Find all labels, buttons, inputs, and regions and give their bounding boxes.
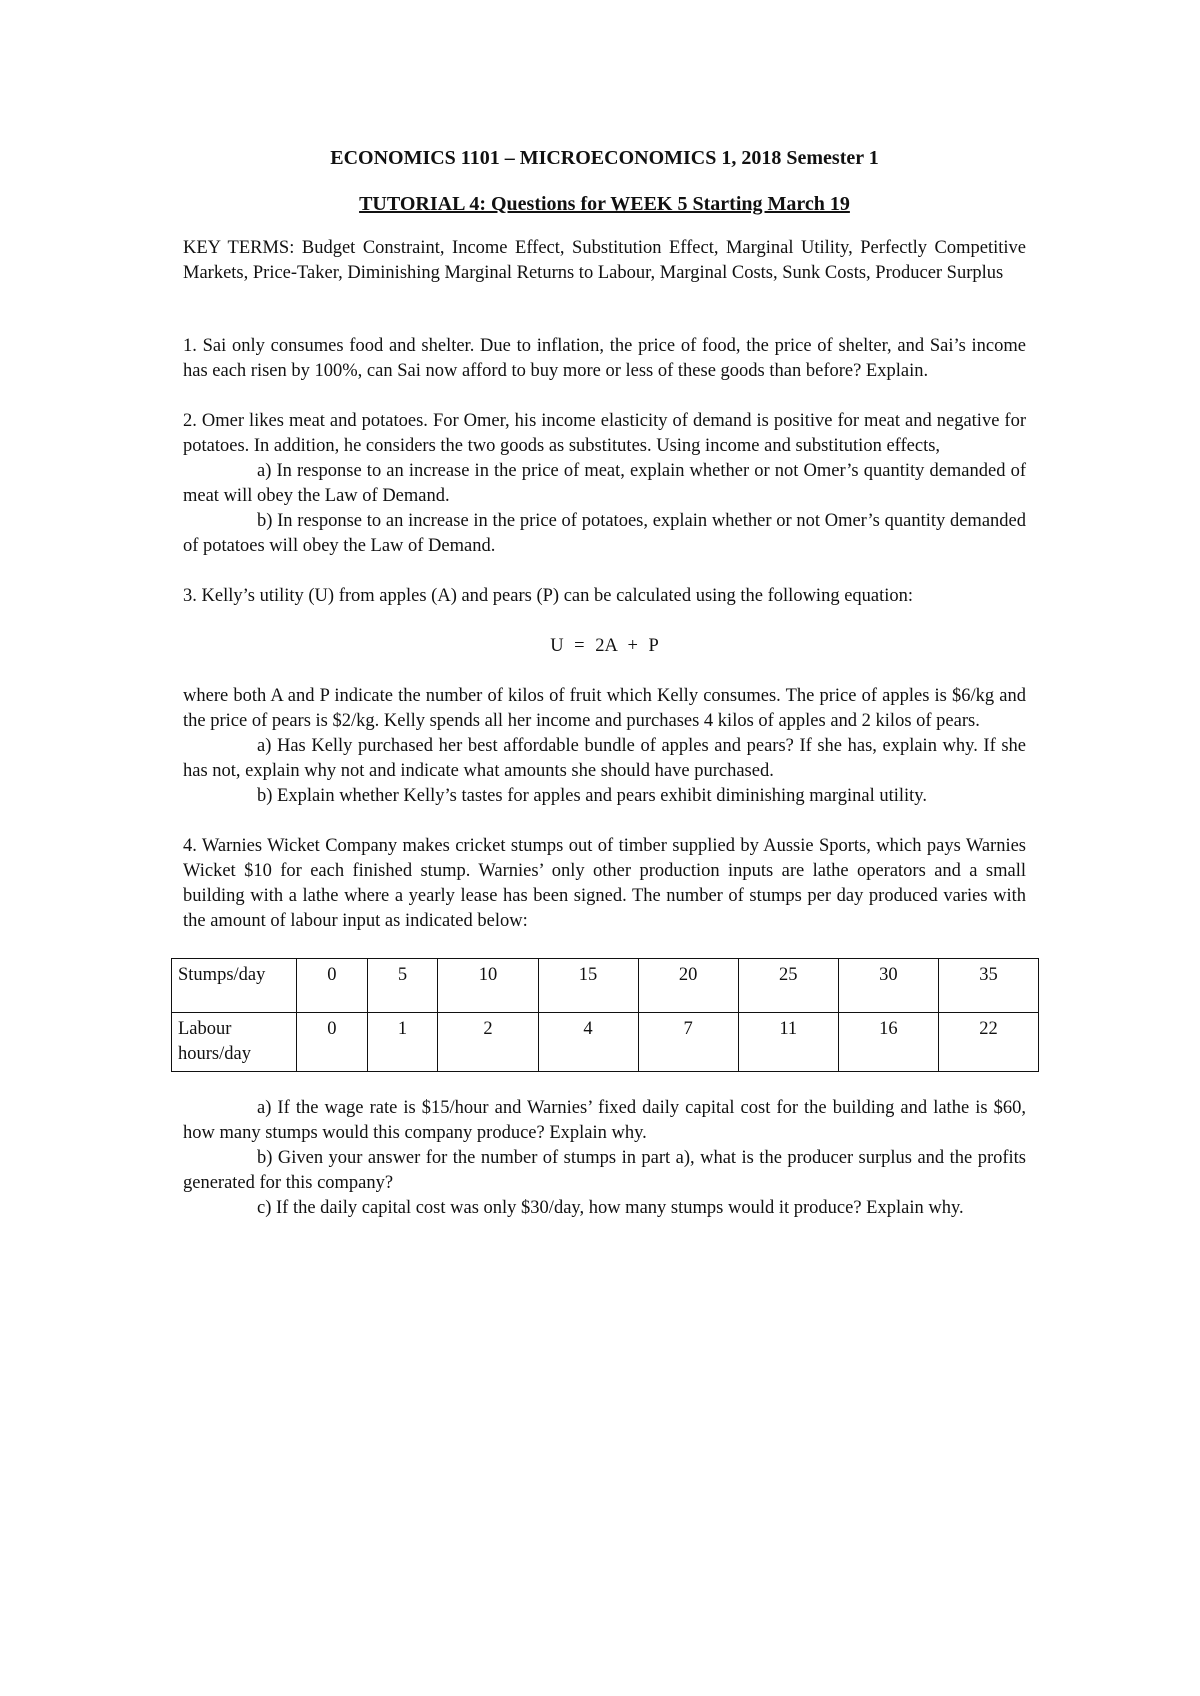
question-4-part-b: b) Given your answer for the number of stumps in part a), what is the producer surplus and the profits generated for this company? bbox=[183, 1148, 1026, 1193]
table-cell: 0 bbox=[297, 959, 368, 1013]
table-cell: 25 bbox=[738, 959, 838, 1013]
table-cell: 15 bbox=[538, 959, 638, 1013]
table-cell: 16 bbox=[838, 1013, 938, 1072]
table-row-label: Labour hours/day bbox=[172, 1013, 297, 1072]
table-row-labour bbox=[172, 1013, 1039, 1072]
table-cell: 7 bbox=[638, 1013, 738, 1072]
table-cell: 0 bbox=[297, 1013, 368, 1072]
table-cell: 22 bbox=[938, 1013, 1038, 1072]
table-cell: 4 bbox=[538, 1013, 638, 1072]
table-row-label: Stumps/day bbox=[172, 959, 297, 1013]
document-title: ECONOMICS 1101 – MICROECONOMICS 1, 2018 Semester 1 bbox=[330, 147, 879, 169]
question-3-part-a: a) Has Kelly purchased her best affordable bundle of apples and pears? If she has, explain why. If she has not, explain why not and indicate what amounts she should have purchased. bbox=[183, 736, 1026, 781]
table-cell: 5 bbox=[367, 959, 438, 1013]
question-4-intro: 4. Warnies Wicket Company makes cricket stumps out of timber supplied by Aussie Sports, which pays Warnies Wicket $10 for each finished stump. Warnies’ only other production inputs are lathe operators and a small building with a lathe where a yearly lease has been signed. The number of stumps per day produced varies with the amount of labour input as indicated below: bbox=[183, 836, 1026, 931]
question-4 bbox=[178, 834, 1026, 1221]
utility-equation: U = 2A + P bbox=[550, 636, 659, 656]
document-content bbox=[178, 144, 1026, 1221]
question-2 bbox=[183, 409, 1026, 559]
table-cell: 2 bbox=[438, 1013, 538, 1072]
table-cell: 1 bbox=[367, 1013, 438, 1072]
table-cell: 30 bbox=[838, 959, 938, 1013]
production-table bbox=[171, 958, 1039, 1072]
question-4-part-a: a) If the wage rate is $15/hour and Warnies’ fixed daily capital cost for the building and lathe is $60, how many stumps would this company produce? Explain why. bbox=[183, 1098, 1026, 1143]
table-row-stumps bbox=[172, 959, 1039, 1013]
question-1 bbox=[183, 334, 1026, 384]
question-3-intro: 3. Kelly’s utility (U) from apples (A) and pears (P) can be calculated using the following equation: bbox=[183, 586, 914, 606]
question-3 bbox=[183, 584, 1026, 809]
question-1-text: 1. Sai only consumes food and shelter. Due to inflation, the price of food, the price of shelter, and Sai’s income has each risen by 100%, can Sai now afford to buy more or less of these goods than before? Explain. bbox=[183, 336, 1026, 381]
table-cell: 35 bbox=[938, 959, 1038, 1013]
question-2-part-b: b) In response to an increase in the price of potatoes, explain whether or not Omer’s quantity demanded of potatoes will obey the Law of Demand. bbox=[183, 511, 1026, 556]
question-3-body: where both A and P indicate the number of kilos of fruit which Kelly consumes. The price of apples is $6/kg and the price of pears is $2/kg. Kelly spends all her income and purchases 4 kilos of apples and 2 kilos of pears. bbox=[183, 686, 1026, 731]
question-2-intro: 2. Omer likes meat and potatoes. For Omer, his income elasticity of demand is positive for meat and negative for potatoes. In addition, he considers the two goods as substitutes. Using income and substitution effects, bbox=[183, 411, 1026, 456]
table-cell: 11 bbox=[738, 1013, 838, 1072]
table-cell: 20 bbox=[638, 959, 738, 1013]
question-3-part-b: b) Explain whether Kelly’s tastes for apples and pears exhibit diminishing marginal utility. bbox=[257, 786, 927, 806]
key-terms-paragraph: KEY TERMS: Budget Constraint, Income Effect, Substitution Effect, Marginal Utility, Perfectly Competitive Markets, Price-Taker, Diminishing Marginal Returns to Labour, Marginal Costs, Sunk Costs, Producer Surplus bbox=[183, 238, 1026, 283]
question-2-part-a: a) In response to an increase in the price of meat, explain whether or not Omer’s quantity demanded of meat will obey the Law of Demand. bbox=[183, 461, 1026, 506]
table-cell: 10 bbox=[438, 959, 538, 1013]
question-4-part-c: c) If the daily capital cost was only $30/day, how many stumps would it produce? Explain why. bbox=[257, 1198, 964, 1218]
document-subtitle: TUTORIAL 4: Questions for WEEK 5 Starting March 19 bbox=[359, 193, 850, 215]
